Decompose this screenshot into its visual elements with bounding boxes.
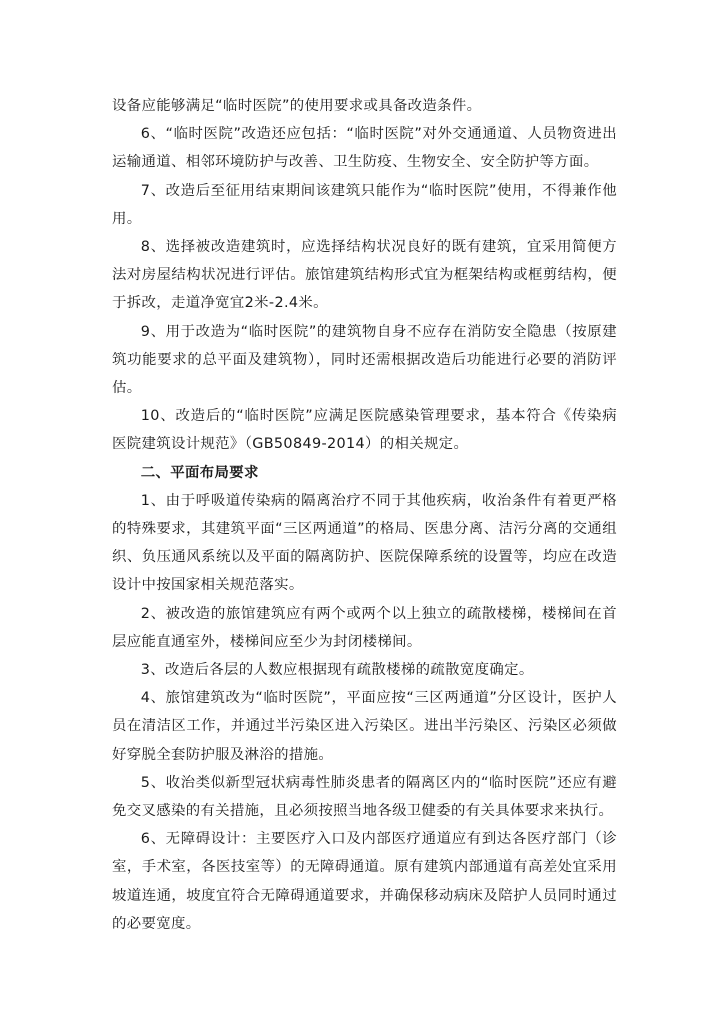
document-body bbox=[112, 92, 617, 938]
paragraph-layout-4: 4、旅馆建筑改为“临时医院”，平面应按“三区两通道”分区设计，医护人员在清洁区工作，并通过半污染区进入污染区。进出半污染区、污染区必须做好穿脱全套防护服及淋浴的措施。 bbox=[112, 690, 617, 763]
paragraph-layout-3: 3、改造后各层的人数应根据现有疏散楼梯的疏散宽度确定。 bbox=[140, 662, 534, 679]
paragraph-continuation: 设备应能够满足“临时医院”的使用要求或具备改造条件。 bbox=[112, 98, 482, 114]
paragraph-item-9-fire-safety: 9、用于改造为“临时医院”的建筑物自身不应存在消防安全隐患（按原建筑功能要求的总平面及建筑物），同时还需根据改造后功能进行必要的消防评估。 bbox=[112, 323, 617, 397]
paragraph-item-10-infection-control: 10、改造后的“临时医院”应满足医院感染管理要求，基本符合《传染病医院建筑设计规范》（GB50849-2014）的相关规定。 bbox=[112, 408, 617, 453]
paragraph-layout-2: 2、被改造的旅馆建筑应有两个或两个以上独立的疏散楼梯，楼梯间在首层应能直通室外，楼梯间应至少为封闭楼梯间。 bbox=[112, 605, 617, 650]
paragraph-layout-1: 1、由于呼吸道传染病的隔离治疗不同于其他疾病，收治条件有着更严格的特殊要求，其建筑平面“三区两通道”的格局、医患分离、洁污分离的交通组织、负压通风系统以及平面的隔离防护、医院保障系统的设置等，均应在改造设计中按国家相关规范落实。 bbox=[112, 492, 617, 594]
paragraph-item-6-transport: 6、“临时医院”改造还应包括：“临时医院”对外交通通道、人员物资进出运输通道、相邻环境防护与改善、卫生防疫、生物安全、安全防护等方面。 bbox=[112, 126, 617, 171]
paragraph-item-8-structure: 8、选择被改造建筑时，应选择结构状况良好的既有建筑，宜采用简便方法对房屋结构状况进行评估。旅馆建筑结构形式宜为框架结构或框剪结构，便于拆改，走道净宽宜2米-2.4米。 bbox=[112, 239, 617, 312]
section-heading-layout: 二、平面布局要求 bbox=[140, 464, 259, 481]
paragraph-layout-6: 6、无障碍设计：主要医疗入口及内部医疗通道应有到达各医疗部门（诊室，手术室，各医技室等）的无障碍通道。原有建筑内部通道有高差处宜采用坡道连通，坡度宜符合无障碍通道要求，并确保移动病床及陪护人员同时通过的必要宽度。 bbox=[112, 831, 617, 932]
paragraph-item-7-usage: 7、改造后至征用结束期间该建筑只能作为“临时医院”使用，不得兼作他用。 bbox=[112, 182, 617, 227]
paragraph-layout-5: 5、收治类似新型冠状病毒性肺炎患者的隔离区内的“临时医院”还应有避免交叉感染的有关措施，且必须按照当地各级卫健委的有关具体要求来执行。 bbox=[112, 774, 617, 820]
